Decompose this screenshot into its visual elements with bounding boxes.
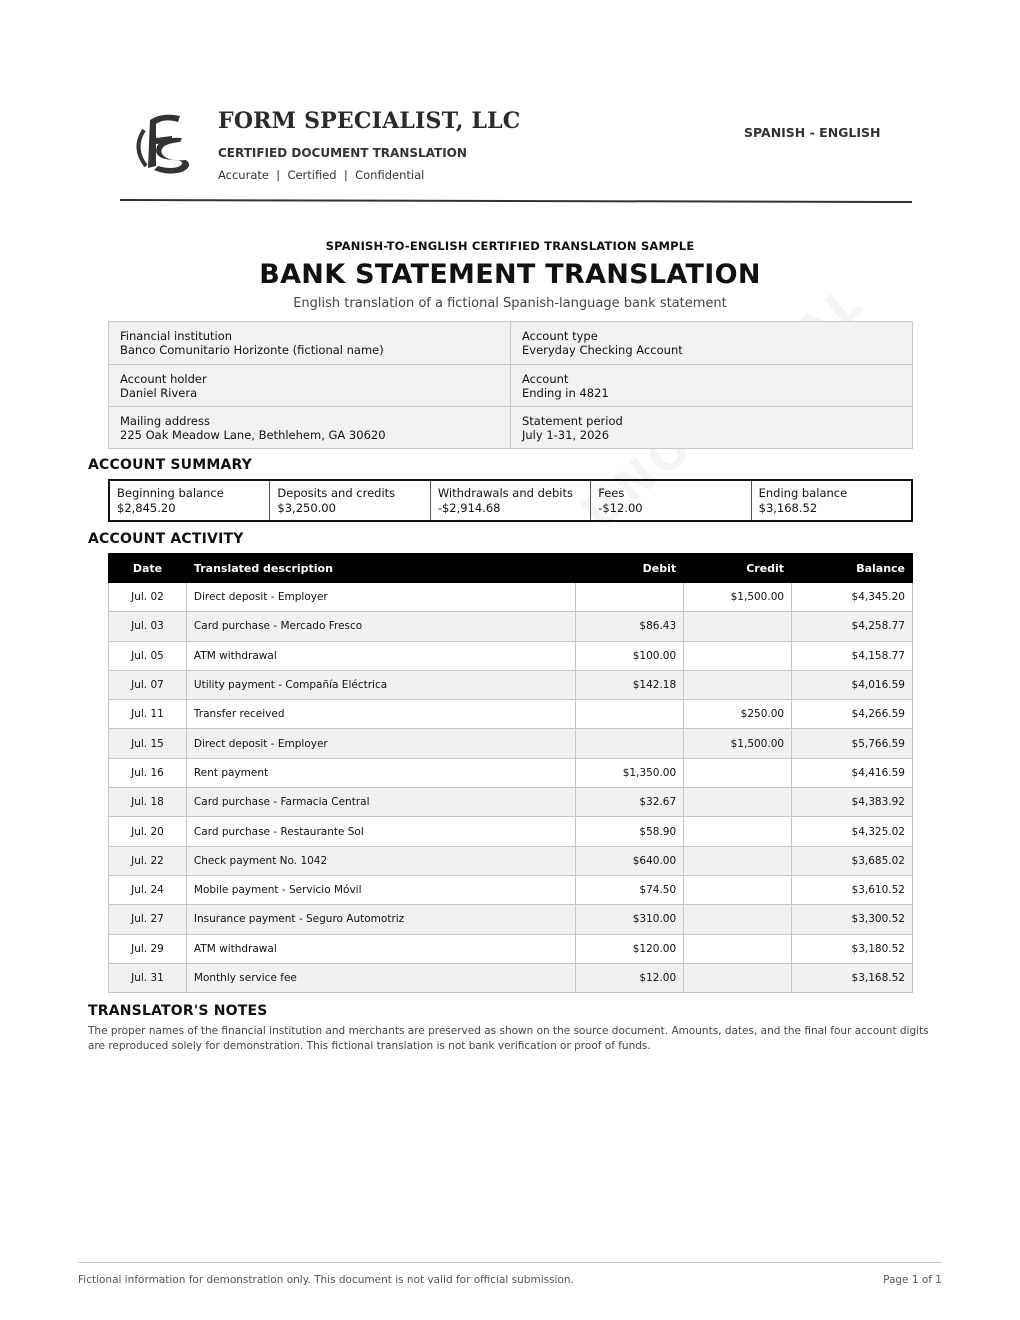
cell-description: Monthly service fee [186, 963, 575, 992]
cell-debit: $86.43 [576, 612, 684, 641]
summary-value: $3,250.00 [277, 501, 336, 515]
info-label: Statement period [522, 414, 623, 428]
cell-credit [684, 758, 792, 787]
page-number: Page 1 of 1 [883, 1274, 942, 1286]
summary-value: $2,845.20 [117, 501, 176, 515]
table-row [109, 875, 913, 904]
info-cell [510, 322, 912, 364]
summary-value: -$2,914.68 [437, 501, 501, 515]
cell-credit: $1,500.00 [684, 583, 792, 612]
info-cell [109, 407, 510, 448]
document-kicker: SPANISH-TO-ENGLISH CERTIFIED TRANSLATION SAMPLE [325, 239, 695, 253]
summary-cell [430, 481, 590, 520]
cell-balance: $5,766.59 [792, 729, 913, 758]
summary-value: $3,168.52 [758, 501, 818, 515]
cell-date: Jul. 29 [109, 934, 187, 963]
table-row [109, 729, 913, 758]
cell-description: Mobile payment - Servicio Móvil [186, 875, 575, 904]
cell-date: Jul. 31 [109, 963, 187, 992]
cell-balance: $4,266.59 [792, 700, 913, 729]
summary-label: Withdrawals and debits [437, 486, 573, 500]
table-row [109, 670, 913, 699]
summary-label: Deposits and credits [277, 486, 396, 500]
table-row [109, 817, 913, 846]
cell-debit: $1,350.00 [576, 758, 684, 787]
cell-balance: $4,158.77 [792, 641, 913, 670]
page-title: BANK STATEMENT TRANSLATION [259, 259, 761, 290]
cell-date: Jul. 11 [109, 700, 187, 729]
cell-balance: $4,383.92 [792, 788, 913, 817]
cell-description: ATM withdrawal [186, 641, 575, 670]
cell-credit [684, 905, 792, 934]
cell-date: Jul. 20 [109, 817, 187, 846]
info-row [109, 322, 912, 364]
cell-description: Check payment No. 1042 [186, 846, 575, 875]
table-row [109, 612, 913, 641]
cell-balance: $4,416.59 [792, 758, 913, 787]
summary-cell [590, 481, 750, 520]
cell-credit [684, 641, 792, 670]
summary-label: Fees [598, 486, 625, 500]
summary-label: Ending balance [758, 486, 848, 500]
info-cell [109, 365, 510, 406]
cell-debit: $310.00 [576, 905, 684, 934]
account-info-grid [108, 321, 913, 449]
cell-debit: $120.00 [576, 934, 684, 963]
cell-credit: $250.00 [684, 700, 792, 729]
info-label: Account type [522, 329, 598, 343]
table-row [109, 846, 913, 875]
cell-credit [684, 875, 792, 904]
summary-cell [269, 481, 429, 520]
info-value: Ending in 4821 [522, 386, 609, 400]
cell-description: Card purchase - Mercado Fresco [186, 612, 575, 641]
cell-balance: $3,685.02 [792, 846, 913, 875]
cell-description: Direct deposit - Employer [186, 729, 575, 758]
language-pair: SPANISH - ENGLISH [744, 125, 881, 140]
info-row [109, 364, 912, 406]
cell-balance: $3,180.52 [792, 934, 913, 963]
cell-credit: $1,500.00 [684, 729, 792, 758]
company-logo-icon [128, 108, 200, 176]
summary-cell [751, 481, 911, 520]
cell-debit [576, 729, 684, 758]
account-summary [108, 479, 913, 522]
cell-debit: $12.00 [576, 963, 684, 992]
table-row [109, 641, 913, 670]
cell-description: Rent payment [186, 758, 575, 787]
cell-balance: $4,345.20 [792, 583, 913, 612]
column-header-description: Translated description [186, 554, 575, 583]
cell-debit: $32.67 [576, 788, 684, 817]
table-row [109, 934, 913, 963]
cell-debit [576, 700, 684, 729]
table-row [109, 700, 913, 729]
cell-description: ATM withdrawal [186, 934, 575, 963]
column-header-balance: Balance [792, 554, 913, 583]
table-row [109, 788, 913, 817]
cell-description: Insurance payment - Seguro Automotriz [186, 905, 575, 934]
cell-balance: $3,300.52 [792, 905, 913, 934]
cell-balance: $3,610.52 [792, 875, 913, 904]
cell-date: Jul. 03 [109, 612, 187, 641]
cell-date: Jul. 05 [109, 641, 187, 670]
cell-date: Jul. 07 [109, 670, 187, 699]
table-header-row [109, 554, 913, 583]
cell-description: Transfer received [186, 700, 575, 729]
info-value: July 1-31, 2026 [522, 428, 610, 442]
info-label: Mailing address [120, 414, 210, 428]
cell-description: Direct deposit - Employer [186, 583, 575, 612]
cell-date: Jul. 22 [109, 846, 187, 875]
cell-credit [684, 788, 792, 817]
cell-credit [684, 846, 792, 875]
table-row [109, 758, 913, 787]
cell-debit: $142.18 [576, 670, 684, 699]
summary-label: Beginning balance [117, 486, 224, 500]
cell-debit: $58.90 [576, 817, 684, 846]
notes-heading: TRANSLATOR'S NOTES [88, 1003, 268, 1019]
cell-date: Jul. 02 [109, 583, 187, 612]
cell-balance: $4,016.59 [792, 670, 913, 699]
info-row [109, 406, 912, 448]
activity-heading: ACCOUNT ACTIVITY [88, 531, 244, 547]
company-name: FORM SPECIALIST, LLC [218, 108, 521, 134]
info-cell [510, 407, 912, 448]
table-row [109, 583, 913, 612]
info-label: Account holder [120, 372, 207, 386]
info-label: Account [522, 372, 569, 386]
cell-debit: $640.00 [576, 846, 684, 875]
cell-credit [684, 934, 792, 963]
cell-balance: $3,168.52 [792, 963, 913, 992]
column-header-credit: Credit [684, 554, 792, 583]
cell-credit [684, 612, 792, 641]
cell-date: Jul. 24 [109, 875, 187, 904]
info-value: 225 Oak Meadow Lane, Bethlehem, GA 30620 [120, 428, 386, 442]
footer-disclaimer: Fictional information for demonstration only. This document is not valid for official submission. [78, 1274, 574, 1286]
summary-cell [110, 481, 269, 520]
info-value: Everyday Checking Account [522, 343, 683, 357]
cell-description: Card purchase - Restaurante Sol [186, 817, 575, 846]
summary-value: -$12.00 [598, 501, 643, 515]
cell-balance: $4,258.77 [792, 612, 913, 641]
info-value: Daniel Rivera [120, 386, 198, 400]
summary-heading: ACCOUNT SUMMARY [88, 457, 253, 473]
cell-date: Jul. 16 [109, 758, 187, 787]
column-header-date: Date [109, 554, 187, 583]
cell-date: Jul. 27 [109, 905, 187, 934]
footer-divider [78, 1262, 942, 1263]
cell-description: Card purchase - Farmacia Central [186, 788, 575, 817]
cell-balance: $4,325.02 [792, 817, 913, 846]
cell-debit: $100.00 [576, 641, 684, 670]
letterhead-divider [120, 199, 912, 203]
table-row [109, 963, 913, 992]
column-header-debit: Debit [576, 554, 684, 583]
notes-text: The proper names of the financial institution and merchants are preserved as shown on the source document. Amounts, dates, and the final four account digits are reproduced solely for demonstration. This fictional translation is not bank verification or proof of funds. [88, 1025, 929, 1052]
info-value: Banco Comunitario Horizonte (fictional name) [120, 343, 384, 357]
cell-date: Jul. 15 [109, 729, 187, 758]
info-label: Financial institution [120, 329, 233, 343]
cell-credit [684, 963, 792, 992]
cell-date: Jul. 18 [109, 788, 187, 817]
table-row [109, 905, 913, 934]
activity-table [108, 553, 913, 993]
cell-credit [684, 670, 792, 699]
cell-credit [684, 817, 792, 846]
cell-debit: $74.50 [576, 875, 684, 904]
info-cell [109, 322, 510, 364]
cell-description: Utility payment - Compañía Eléctrica [186, 670, 575, 699]
company-subtitle: CERTIFIED DOCUMENT TRANSLATION [218, 146, 467, 160]
cell-debit [576, 583, 684, 612]
company-tagline: Accurate | Certified | Confidential [218, 168, 425, 182]
page-subtitle: English translation of a fictional Spanish-language bank statement [293, 296, 727, 311]
letterhead [120, 100, 912, 212]
info-cell [510, 365, 912, 406]
